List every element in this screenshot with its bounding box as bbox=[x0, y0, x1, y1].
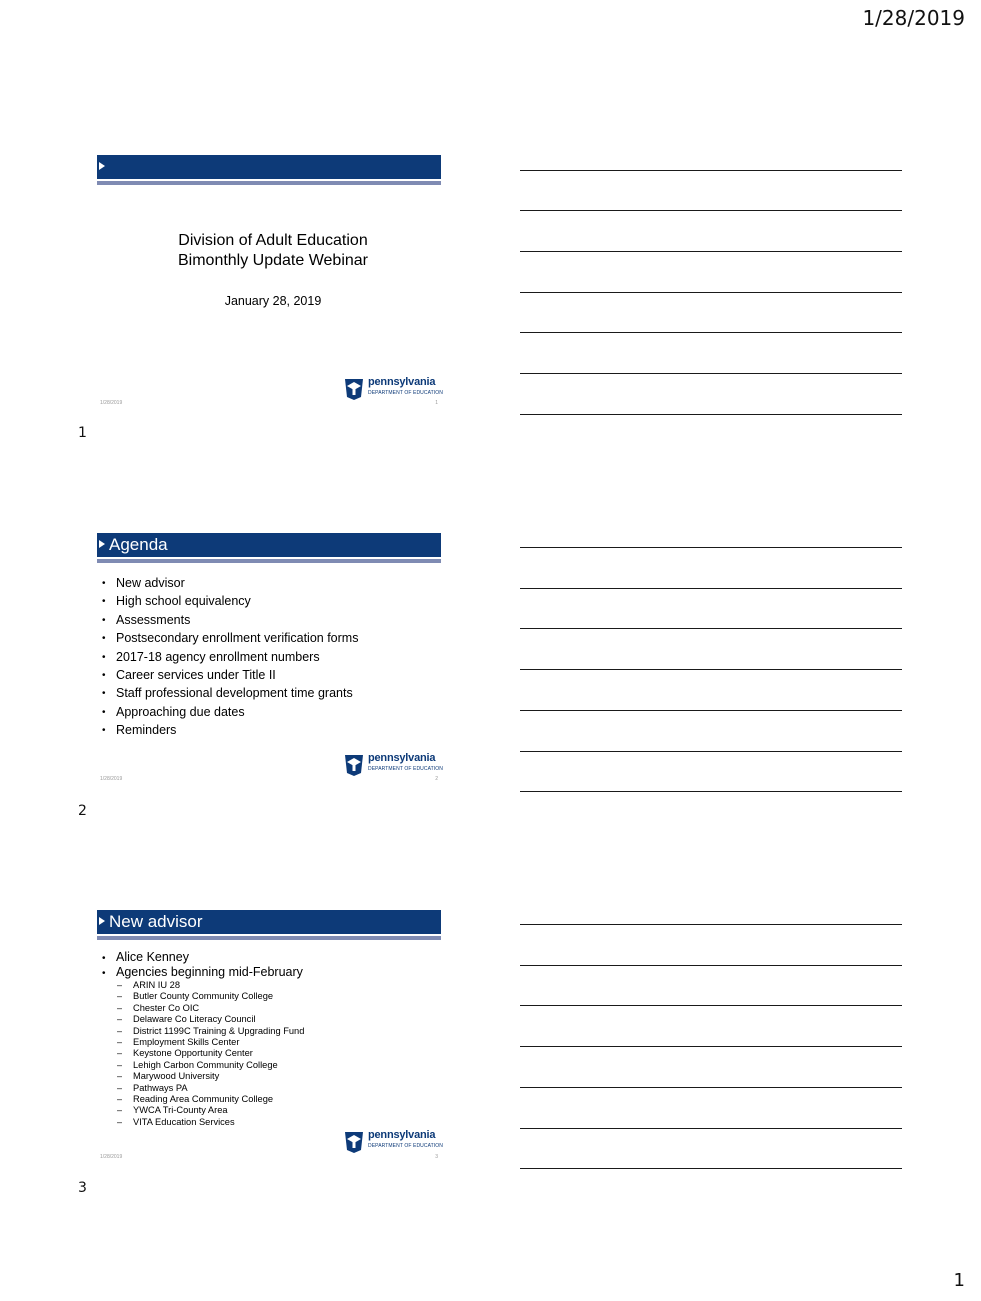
list-item: • Alice Kenney bbox=[97, 950, 303, 965]
logo-brand: pennsylvania bbox=[368, 376, 436, 388]
slide-number-label: 1 bbox=[78, 425, 87, 441]
sub-list-item: – YWCA Tri-County Area bbox=[117, 1105, 304, 1116]
slide-footer-date: 1/28/2019 bbox=[100, 776, 123, 782]
list-item: • New advisor bbox=[97, 574, 358, 592]
keystone-seal-icon bbox=[343, 376, 365, 400]
sub-list-item: – Pathways PA bbox=[117, 1083, 304, 1094]
note-line bbox=[520, 588, 902, 589]
agency-sublist bbox=[117, 980, 304, 1128]
sub-list-item: – Butler County Community College bbox=[117, 991, 304, 1002]
sub-list-item: – District 1199C Training & Upgrading Fund bbox=[117, 1026, 304, 1037]
pa-education-logo bbox=[343, 1129, 441, 1153]
list-item: • Agencies beginning mid-February bbox=[97, 965, 303, 980]
note-line bbox=[520, 965, 902, 966]
heading-line: Division of Adult Education bbox=[178, 232, 368, 249]
note-line bbox=[520, 1168, 902, 1169]
page-number: 1 bbox=[953, 1270, 965, 1291]
sub-list-item: – ARIN IU 28 bbox=[117, 980, 304, 991]
slide-title: Agenda bbox=[109, 535, 168, 554]
slide-footer-number: 3 bbox=[435, 1154, 438, 1160]
sub-list-item: – Employment Skills Center bbox=[117, 1037, 304, 1048]
arrow-icon bbox=[99, 917, 105, 925]
logo-subtitle: DEPARTMENT OF EDUCATION bbox=[368, 390, 443, 396]
note-line bbox=[520, 547, 902, 548]
slide-heading bbox=[97, 231, 449, 271]
list-item: • 2017-18 agency enrollment numbers bbox=[97, 648, 358, 666]
note-line bbox=[520, 414, 902, 415]
logo-subtitle: DEPARTMENT OF EDUCATION bbox=[368, 1143, 443, 1149]
logo-brand: pennsylvania bbox=[368, 1129, 436, 1141]
list-item: • Reminders bbox=[97, 721, 358, 739]
slide-footer-date: 1/28/2019 bbox=[100, 1154, 123, 1160]
sub-list-item: – Delaware Co Literacy Council bbox=[117, 1014, 304, 1025]
sub-list-item: – Lehigh Carbon Community College bbox=[117, 1060, 304, 1071]
slide-date: January 28, 2019 bbox=[224, 294, 322, 308]
list-item: • Staff professional development time grants bbox=[97, 684, 358, 702]
slide-title-bar bbox=[97, 533, 441, 557]
title-rule bbox=[97, 181, 441, 185]
slide-title: New advisor bbox=[109, 912, 203, 931]
list-item: • High school equivalency bbox=[97, 592, 358, 610]
logo-subtitle: DEPARTMENT OF EDUCATION bbox=[368, 766, 443, 772]
note-line bbox=[520, 628, 902, 629]
slide-footer-number: 2 bbox=[435, 776, 438, 782]
list-item: • Assessments bbox=[97, 611, 358, 629]
note-line bbox=[520, 710, 902, 711]
advisor-list bbox=[97, 950, 303, 981]
slide-1 bbox=[97, 155, 441, 411]
slide-title-bar bbox=[97, 155, 441, 179]
note-line bbox=[520, 669, 902, 670]
note-line bbox=[520, 1005, 902, 1006]
sub-list-item: – Marywood University bbox=[117, 1071, 304, 1082]
slide-number-label: 3 bbox=[78, 1180, 87, 1196]
note-line bbox=[520, 1087, 902, 1088]
list-item: • Career services under Title II bbox=[97, 666, 358, 684]
note-line bbox=[520, 1046, 902, 1047]
title-rule bbox=[97, 936, 441, 940]
slide-footer-number: 1 bbox=[435, 400, 438, 406]
note-line bbox=[520, 751, 902, 752]
keystone-seal-icon bbox=[343, 1129, 365, 1153]
note-line bbox=[520, 251, 902, 252]
list-item: • Approaching due dates bbox=[97, 703, 358, 721]
sub-list-item: – Keystone Opportunity Center bbox=[117, 1048, 304, 1059]
slide-3 bbox=[97, 910, 441, 1166]
title-rule bbox=[97, 559, 441, 563]
slide-number-label: 2 bbox=[78, 803, 87, 819]
note-line bbox=[520, 924, 902, 925]
page-date: 1/28/2019 bbox=[862, 6, 965, 30]
note-line bbox=[520, 292, 902, 293]
slide-2 bbox=[97, 533, 441, 789]
pa-education-logo bbox=[343, 376, 441, 400]
heading-line: Bimonthly Update Webinar bbox=[177, 252, 369, 269]
slide-title-bar bbox=[97, 910, 441, 934]
logo-brand: pennsylvania bbox=[368, 752, 436, 764]
sub-list-item: – Chester Co OIC bbox=[117, 1003, 304, 1014]
note-line bbox=[520, 170, 902, 171]
keystone-seal-icon bbox=[343, 752, 365, 776]
arrow-icon bbox=[99, 540, 105, 548]
arrow-icon bbox=[99, 162, 105, 170]
agenda-list bbox=[97, 574, 358, 740]
list-item: • Postsecondary enrollment verification forms bbox=[97, 629, 358, 647]
note-line bbox=[520, 1128, 902, 1129]
pa-education-logo bbox=[343, 752, 441, 776]
note-line bbox=[520, 791, 902, 792]
note-line bbox=[520, 332, 902, 333]
slide-footer-date: 1/28/2019 bbox=[100, 400, 123, 406]
sub-list-item: – Reading Area Community College bbox=[117, 1094, 304, 1105]
note-line bbox=[520, 373, 902, 374]
note-line bbox=[520, 210, 902, 211]
sub-list-item: – VITA Education Services bbox=[117, 1117, 304, 1128]
